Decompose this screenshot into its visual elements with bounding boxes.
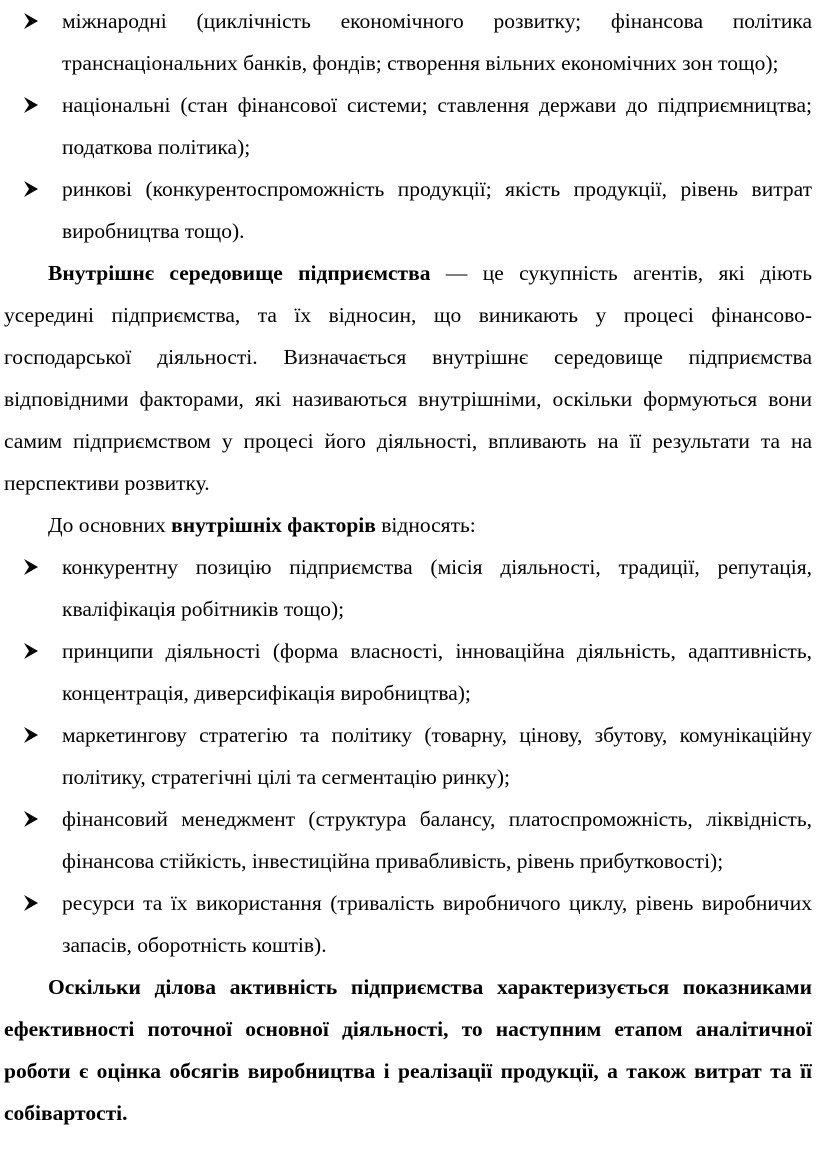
list-item [4, 798, 812, 882]
intro-text-end: відносять: [375, 513, 476, 537]
arrowhead-bullet-icon [22, 882, 44, 924]
arrowhead-bullet-icon [22, 84, 44, 126]
list-item [4, 882, 812, 966]
arrowhead-bullet-icon [22, 0, 44, 42]
intro-bold-term: внутрішніх факторів [171, 513, 376, 537]
internal-factors-intro [4, 504, 812, 546]
list-item-text: ринкові (конкурентоспроможність продукції; якість продукції, рівень витрат виробництва тощо). [62, 177, 812, 243]
arrowhead-bullet-icon [22, 168, 44, 210]
list-item [4, 546, 812, 630]
list-item-text: національні (стан фінансової системи; ставлення держави до підприємництва; податкова політика); [62, 93, 812, 159]
arrowhead-bullet-icon [22, 546, 44, 588]
intro-text: До основних [48, 513, 172, 537]
conclusion-paragraph: Оскільки ділова активність підприємства характеризується показниками ефективності поточної основної діяльності, то наступним етапом аналітичної роботи є оцінка обсягів виробництва і реалізації продукції, а також витрат та її собівартості. [4, 975, 812, 1125]
list-item-text: міжнародні (циклічність економічного розвитку; фінансова політика транснаціональних банків, фондів; створення вільних економічних зон тощо); [62, 9, 812, 75]
list-item [4, 84, 812, 168]
list-item-text: конкурентну позицію підприємства (місія діяльності, традиції, репутація, кваліфікація робітників тощо); [62, 555, 812, 621]
list-item-text: принципи діяльності (форма власності, інноваційна діяльність, адаптивність, концентрація, диверсифікація виробництва); [62, 639, 812, 705]
list-item-text: фінансовий менеджмент (структура балансу, платоспроможність, ліквідність, фінансова стійкість, інвестиційна привабливість, рівень прибутковості); [62, 807, 812, 873]
list-item-text: маркетингову стратегію та політику (товарну, цінову, збутову, комунікаційну політику, стратегічні цілі та сегментацію ринку); [62, 723, 812, 789]
list-item [4, 0, 812, 84]
arrowhead-bullet-icon [22, 798, 44, 840]
list-item [4, 168, 812, 252]
list-item [4, 714, 812, 798]
arrowhead-bullet-icon [22, 630, 44, 672]
defined-term: Внутрішнє середовище підприємства [48, 261, 431, 285]
internal-environment-paragraph [4, 252, 812, 504]
definition-text: — це сукупність агентів, які діють усередині підприємства, та їх відносин, що виникають у процесі фінансово-господарської діяльності. Визначається внутрішнє середовище підприємства відповідними факторами, які називаються внутрішніми, оскільки формуються вони самим підприємством у процесі його діяльності, впливають на її результати та на перспективи розвитку. [4, 261, 812, 495]
arrowhead-bullet-icon [22, 714, 44, 756]
list-item [4, 630, 812, 714]
list-item-text: ресурси та їх використання (тривалість виробничого циклу, рівень виробничих запасів, оборотність коштів). [62, 891, 812, 957]
